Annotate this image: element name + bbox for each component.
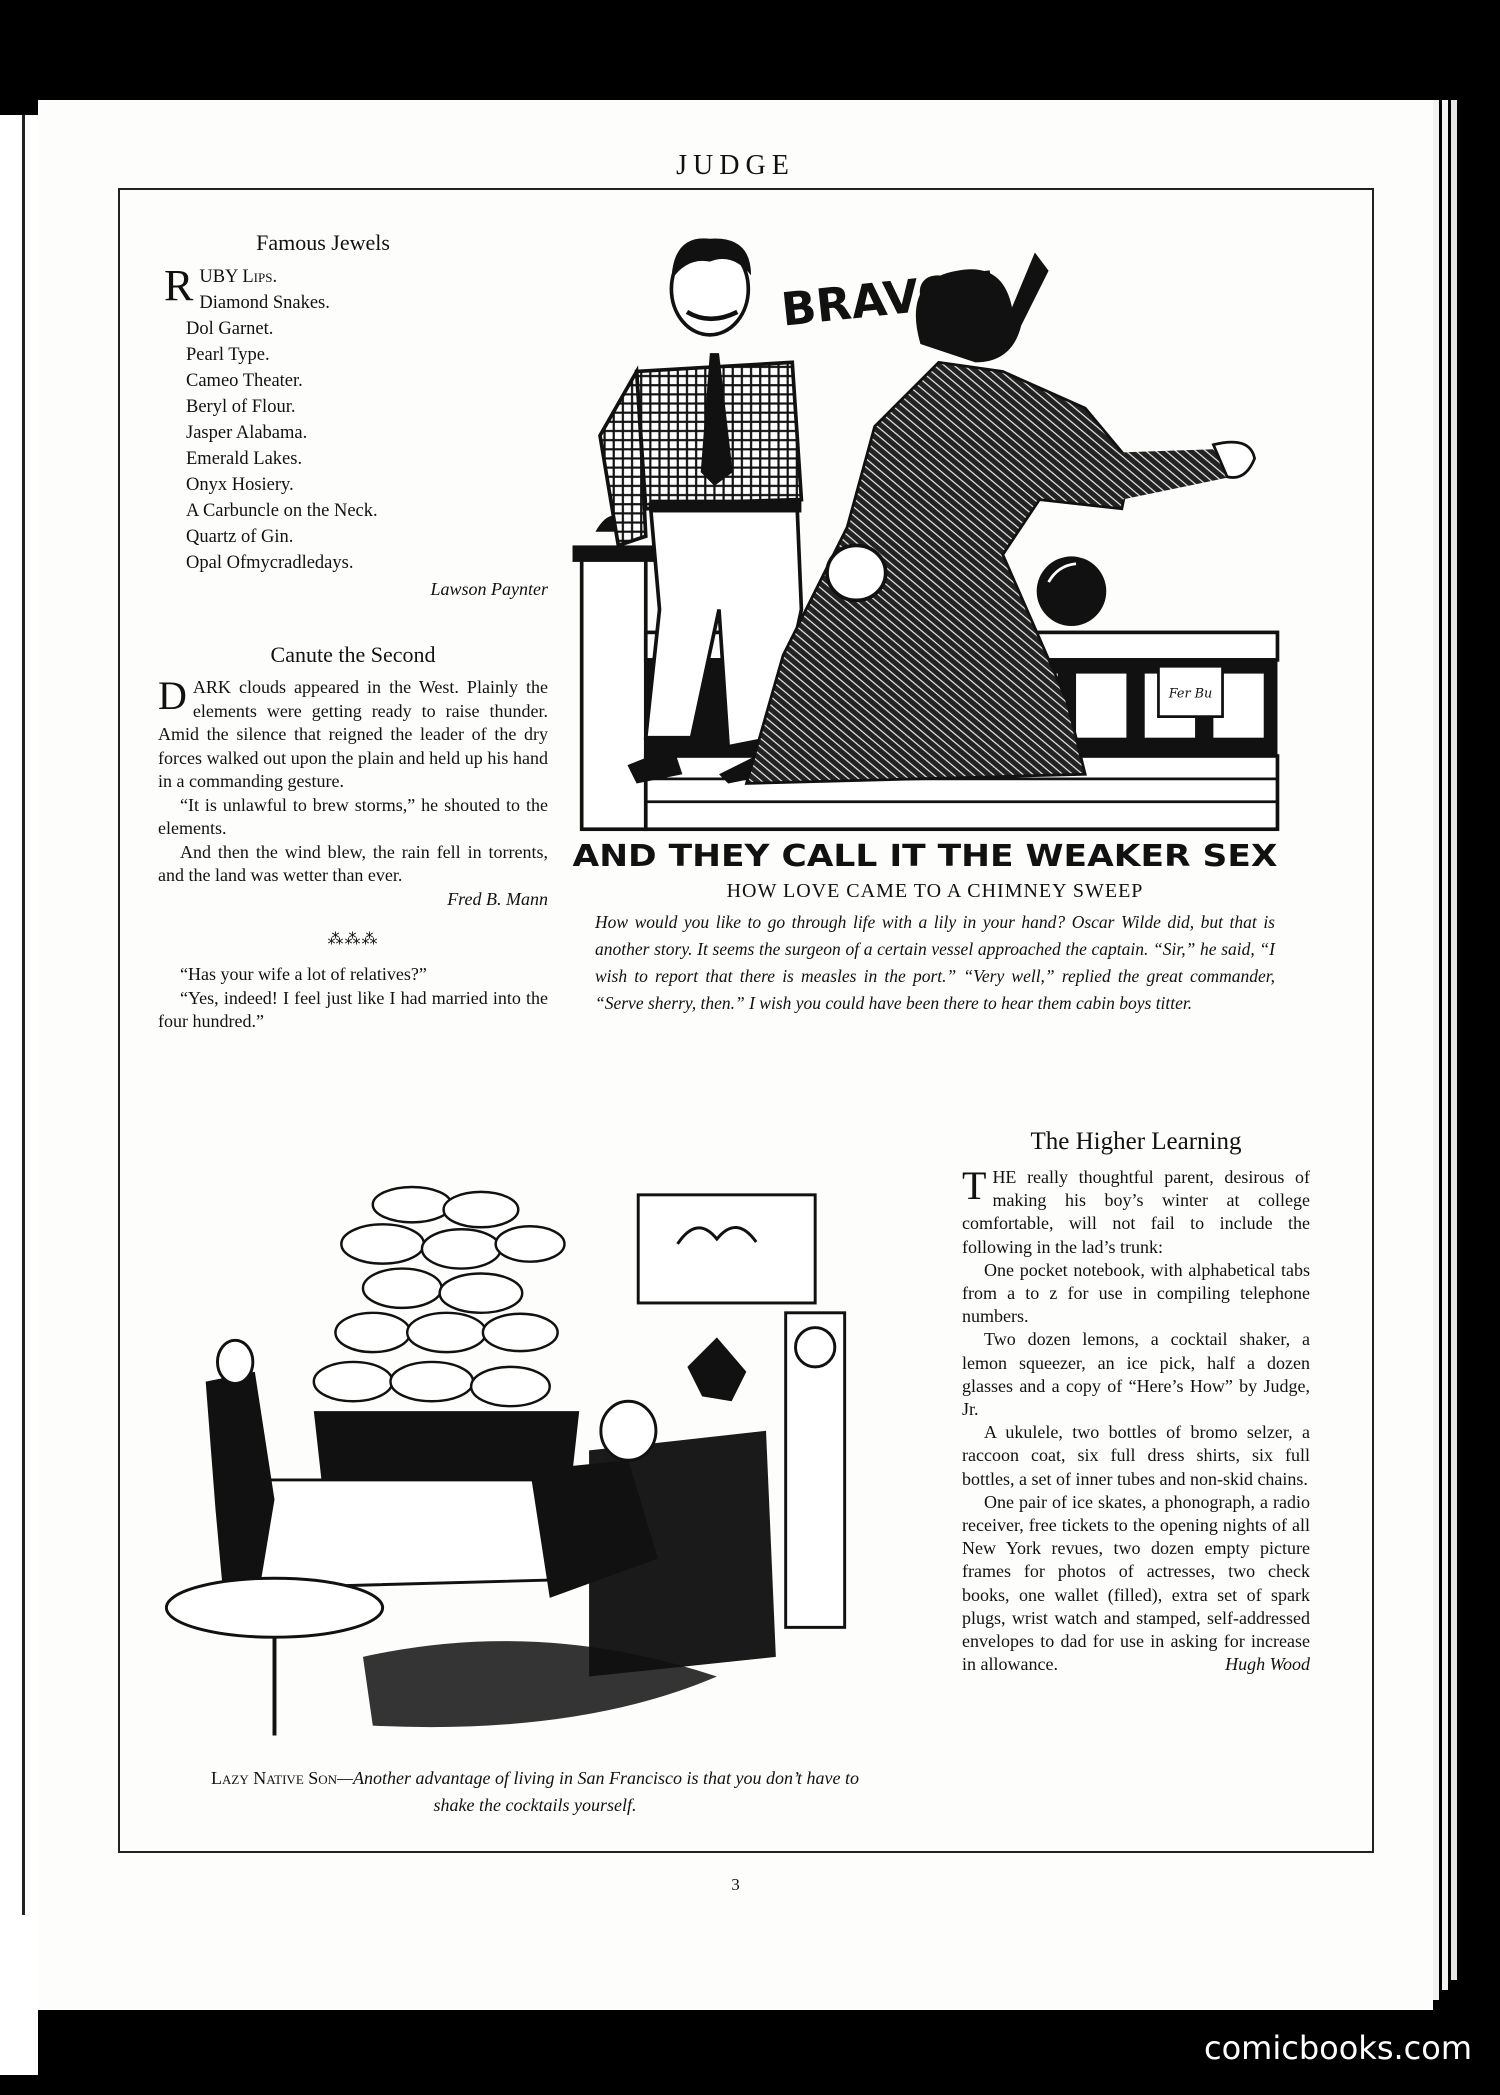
lazy-man-head — [601, 1401, 656, 1460]
canute-title: Canute the Second — [270, 642, 436, 667]
higher-para-4: A ukulele, two bottles of bromo selzer, a raccoon coat, six full dress shirts, six full bottles, a set of inner tubes and non-skid chains. — [962, 1422, 1310, 1489]
left-page-edge — [0, 115, 38, 2075]
canute-para-3: And then the wind blew, the rain fell in torrents, and the land was wetter than ever. — [158, 841, 548, 885]
higher-para-2: One pocket notebook, with alphabetical tabs from a to z for use in compiling telephone numbers. — [962, 1259, 1310, 1327]
poem-line: Jasper Alabama. — [186, 423, 308, 443]
left-column — [158, 230, 548, 1034]
higher-drop-cap: T — [962, 1163, 987, 1208]
joke-line-2: “Yes, indeed! I feel just like I had married into the four hundred.” — [158, 987, 548, 1031]
higher-para-5: One pair of ice skates, a phonograph, a radio receiver, free tickets to the opening nights of all New York revues, two dozen empty picture frames for photos of actresses, two check books, one wallet (filled), extra set of spark plugs, wrist watch and stamped, self-addressed envelopes to dad for use in asking for increase in allowance. — [962, 1491, 1310, 1675]
weaker-sex-cartoon — [540, 225, 1310, 875]
higher-para-3: Two dozen lemons, a cocktail shaker, a lemon squeezer, an ice pick, half a dozen glasses and a copy of “Here’s How” by Judge, Jr. — [962, 1329, 1310, 1420]
poem-line: Quartz of Gin. — [186, 527, 294, 547]
canute-author: Fred B. Mann — [447, 888, 548, 909]
right-page-edge — [1433, 100, 1439, 2000]
relatives-joke — [158, 963, 548, 1034]
left-page-binding — [22, 115, 25, 1915]
jewels-first-line-text: UBY Lips. — [199, 267, 278, 287]
jewels-title: Famous Jewels — [256, 230, 390, 255]
higher-author: Hugh Wood — [1225, 1654, 1310, 1675]
chimney-title: HOW LOVE CAME TO A CHIMNEY SWEEP — [726, 880, 1144, 902]
canute-para-1 — [158, 673, 548, 794]
canute-drop-cap: D — [158, 673, 187, 718]
canute-para-1-text: clouds appeared in the West. Plainly the elements were getting ready to raise thunder. Amid the silence that reigned the leader of the dry forces walked out upon the plain and held up his hand in a commanding gesture. — [158, 677, 548, 791]
poem-line: A Carbuncle on the Neck. — [186, 501, 378, 521]
lazy-native-son-cartoon — [165, 1185, 905, 1765]
joke-line-1: “Has your wife a lot of relatives?” — [180, 964, 427, 984]
higher-para-1 — [962, 1163, 1310, 1259]
lazy-native-son-caption — [200, 1765, 870, 1819]
poem-line: Beryl of Flour. — [186, 397, 296, 417]
jewels-drop-cap: R — [164, 261, 194, 310]
jewels-poem — [158, 261, 548, 602]
artist-signature: Fer Bu — [1168, 686, 1213, 702]
site-watermark: comicbooks.com — [1203, 2029, 1472, 2067]
poem-line: Cameo Theater. — [186, 371, 303, 391]
poem-line: Pearl Type. — [186, 345, 270, 365]
caption-lead: Lazy Native Son — [211, 1768, 338, 1788]
page-number: 3 — [731, 1875, 740, 1894]
higher-learning-column — [962, 1128, 1310, 1677]
right-page-edge-2 — [1442, 100, 1448, 1990]
poem-line: Onyx Hosiery. — [186, 475, 294, 495]
poem-line: Opal Ofmycradledays. — [186, 553, 354, 573]
canute-story — [158, 673, 548, 911]
bowling-ball — [1037, 556, 1107, 626]
poem-line: Dol Garnet. — [186, 319, 274, 339]
higher-para-1-text: really thoughtful parent, desirous of making his boy’s winter at college comfortable, will not fail to include the following in the lad’s trunk: — [962, 1167, 1310, 1257]
caption-rest: —Another advantage of living in San Francisco is that you don’t have to shake the cocktails yourself. — [337, 1768, 859, 1815]
bravo-text: BRAVO!! — [778, 261, 1001, 337]
porch-pillar — [582, 555, 646, 830]
higher-learning-title: The Higher Learning — [1030, 1128, 1242, 1155]
canute-para-2: “It is unlawful to brew storms,” he shouted to the elements. — [158, 794, 548, 838]
higher-small-caps: HE — [992, 1167, 1017, 1187]
jewels-author: Lawson Paynter — [430, 579, 548, 599]
pillar-cap — [573, 545, 655, 561]
chimney-text: How would you like to go through life with a lily in your hand? Oscar Wilde did, but that is another story. It seems the surgeon of a certain vessel approached the captain. “Sir,” he said, “I wish to report that there is measles in the port.” “Very well,” replied the great commander, “Serve sherry, then.” I wish you could have been there to hear them cabin boys titter. — [595, 912, 1275, 1013]
section-ornament: ⁂⁂⁂ — [327, 931, 379, 948]
weaker-sex-banner: AND THEY CALL IT THE WEAKER SEX — [572, 838, 1278, 874]
right-page-edge-3 — [1451, 100, 1457, 1980]
poem-line: Diamond Snakes. — [199, 293, 330, 313]
canute-small-caps: ARK — [192, 677, 231, 697]
poem-line: Emerald Lakes. — [186, 449, 303, 469]
masthead: JUDGE — [676, 150, 795, 181]
chimney-sweep-story — [595, 880, 1275, 1017]
higher-learning-text — [962, 1163, 1310, 1677]
round-table — [166, 1578, 382, 1637]
hanging-picture — [638, 1195, 815, 1303]
